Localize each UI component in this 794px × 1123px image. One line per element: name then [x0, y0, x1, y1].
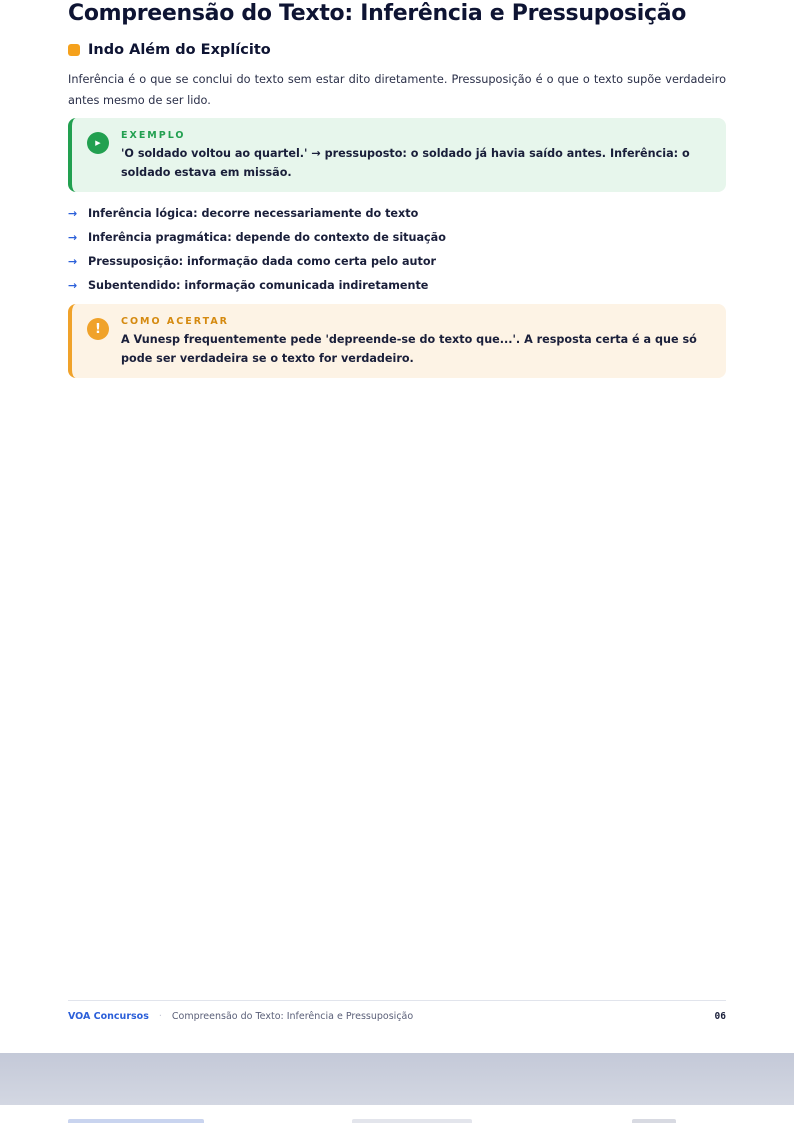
arrow-right-icon: →	[68, 230, 78, 244]
list-item	[68, 249, 446, 273]
play-icon: ▶	[87, 132, 109, 154]
tip-label: COMO ACERTAR	[121, 316, 229, 327]
list-item-text: Inferência pragmática: depende do contexto de situação	[88, 230, 446, 244]
list-item-text: Inferência lógica: decorre necessariamente do texto	[88, 206, 419, 220]
footer-separator: ·	[158, 1011, 162, 1022]
arrow-right-icon: →	[68, 254, 78, 268]
page-title: Compreensão do Texto: Inferência e Pressuposição	[68, 1, 687, 26]
intro-paragraph: Inferência é o que se conclui do texto sem estar dito diretamente. Pressuposição é o que o texto supõe verdadeiro antes mesmo de ser lido.	[68, 73, 726, 107]
footer-brand: VOA Concursos	[68, 1011, 149, 1022]
arrow-right-icon: →	[68, 278, 78, 292]
exclamation-icon: !	[87, 318, 109, 340]
example-label: EXEMPLO	[121, 130, 186, 141]
tip-text: A Vunesp frequentemente pede 'depreende-se do texto que...'. A resposta certa é a que só pode ser verdadeira se o texto for verdadeiro.	[121, 333, 697, 365]
tip-callout	[68, 304, 726, 378]
bullet-list	[68, 201, 446, 297]
example-text: 'O soldado voltou ao quartel.' → pressuposto: o soldado já havia saído antes. Inferência: o soldado estava em missão.	[121, 147, 690, 179]
list-item	[68, 225, 446, 249]
section-title: Indo Além do Explícito	[88, 42, 271, 58]
list-item-text: Subentendido: informação comunicada indiretamente	[88, 278, 429, 292]
list-item	[68, 201, 446, 225]
next-page-header-fragment	[632, 1119, 676, 1123]
page-number: 06	[714, 1011, 726, 1022]
list-item	[68, 273, 446, 297]
example-callout	[68, 118, 726, 192]
list-item-text: Pressuposição: informação dada como certa pelo autor	[88, 254, 437, 268]
footer-section-title: Compreensão do Texto: Inferência e Pressuposição	[171, 1011, 414, 1022]
page-gap	[0, 1053, 794, 1105]
section-marker-icon	[68, 44, 80, 56]
section-heading	[68, 42, 271, 58]
page-footer	[68, 1000, 726, 1030]
next-page-edge	[0, 1105, 794, 1123]
next-page-header-fragment	[352, 1119, 472, 1123]
next-page-header-fragment	[68, 1119, 204, 1123]
arrow-right-icon: →	[68, 206, 78, 220]
